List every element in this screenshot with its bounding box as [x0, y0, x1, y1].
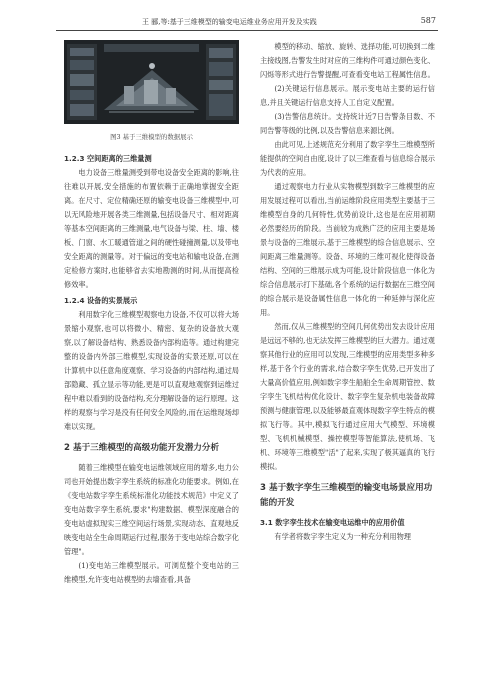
left-column — [64, 40, 239, 587]
running-title: 王 郦,等:基于三维模型的输变电运维业务应用开发及实践 — [142, 18, 317, 26]
figure-3d-dashboard — [64, 40, 239, 124]
page-number: 587 — [420, 16, 436, 25]
paragraph: (2)关键运行信息展示。展示变电站主要的运行信息,并且关键运行信息支持人工自定义配置。 — [260, 84, 435, 107]
paragraph: 由此可见,上述规范充分利用了数字孪生三维模型所能提供的空间自由度,设计了以三维查看与信息综合展示为代表的应用。 — [260, 140, 435, 177]
paragraph: 电力设备三维量测受到带电设备安全距离的影响,往往难以开展,安全措施的布置依赖于正确地掌握安全距离。在尺寸、定位精确还原的输变电设备三维模型中,可以无风险地开展各类三维测量,包括设备尺寸、相对距离等基本空间距离的三维测量,电气设备与梁、柱、墙、楼板、门窗、水工暖通管道之间的硬性碰撞测量,以及带电安全距离的测量等。对于偏远的变电站和输电设备,在测定检修方案时,也能够省去实地勘测的时间,从而提高检修效率。 — [64, 168, 239, 289]
right-column — [260, 40, 435, 544]
paragraph: 然而,仅从三维模型的空间几何优势出发去设计应用是远远不够的,也无法发挥三维模型的巨大潜力。通过观察其他行业的应用可以发现,三维模型的应用类型多种多样,基于各个行业的需求,结合数字孪生优势,已开发出了大量高价值应用,例如数字孪生船舶全生命周期管控、数字孪生飞机结构优化设计、数字孪生复杂机电装备故障预测与健康管理,以及能够最直观体现数字孪生特点的模拟飞行等。其中,模拟飞行通过应用大气模型、环境模型、飞机机械模型、操控模型等智能算法,使机场、飞机、环境等三维模型"活"了起来,实现了极其逼真的飞行模拟。 — [260, 322, 435, 471]
paragraph: 通过观察电力行业从实物模型到数字三维模型的应用发展过程可以看出,当前运维阶段应用类型主要基于三维模型自身的几何特性,优势前设计,这也是在应用初期必然要经历的阶段。当前较为成熟广泛的应用主要是场景与设备的三维展示,基于三维模型的综合信息展示、空间距离三维量测等。设备、环境的三维可视化使得设备结构、空间的三维展示成为可能,设计阶段信息一体化为综合信息展示打下基础,各个系统的运行数据在三维空间的综合展示是设备属性信息一体化的一种延伸与深化应用。 — [260, 182, 435, 317]
paragraph: (3)告警信息统计。支持统计近7日告警条目数、不同告警等级的比例,以及告警信息来源比例。 — [260, 112, 435, 135]
paragraph: 有学者将数字孪生定义为一种充分利用物理 — [274, 532, 411, 541]
section-3-1-heading: 3.1 数字孪生技术在输变电运维中的应用价值 — [260, 518, 405, 527]
3d-model-dashboard-image — [64, 40, 239, 124]
paragraph: (1)变电站三维模型展示。可浏览整个变电站的三维模型,允许变电站模型的去墙查看,具备 — [64, 561, 239, 584]
running-header — [56, 14, 438, 31]
section-1-2-4-heading: 1.2.4 设备的实景展示 — [64, 296, 138, 305]
paragraph: 利用数字化三维模型观察电力设备,不仅可以将大场景缩小观察,也可以将微小、精密、复杂的设备放大观察,以了解设备结构、熟悉设备内部构造等。通过构建完整的设备内外部三维模型,实现设备的实景还原,可以在计算机中以任意角度观察、学习设备的内部结构,通过局部隐藏、孤立显示等功能,更是可以直观地观察到运维过程中难以看到的设备结构,充分理解设备的运行原理。这样的观察与学习是没有任何安全风险的,而在运维现场却难以实现。 — [64, 310, 239, 431]
section-3-heading: 3 基于数字孪生三维模型的输变电场景应用功能的开发 — [260, 483, 433, 508]
paragraph: 随着三维模型在输变电运维领域应用的增多,电力公司也开始提出数字孪生系统的标准化功能要求。例如,在《变电站数字孪生系统标准化功能技术规范》中定义了变电站数字孪生系统,要求"构建数据、模型深度融合的变电站虚拟现实三维空间运行场景,实现动态、直观地反映变电站全生命周期运行过程,服务于变电站综合数字化管理"。 — [64, 463, 239, 556]
paragraph: 模型的移动、缩放、旋转、选择功能,可切换到二维主接线图,告警发生时对应的三维构件可通过颜色变化、闪烁等形式进行告警提醒,可查看变电站工程属性信息。 — [260, 42, 435, 79]
section-2-heading: 2 基于三维模型的高级功能开发潜力分析 — [64, 443, 220, 453]
figure-caption: 图3 基于三维模型的数据展示 — [110, 133, 193, 141]
section-1-2-3-heading: 1.2.3 空间距离的三维量测 — [64, 154, 152, 163]
